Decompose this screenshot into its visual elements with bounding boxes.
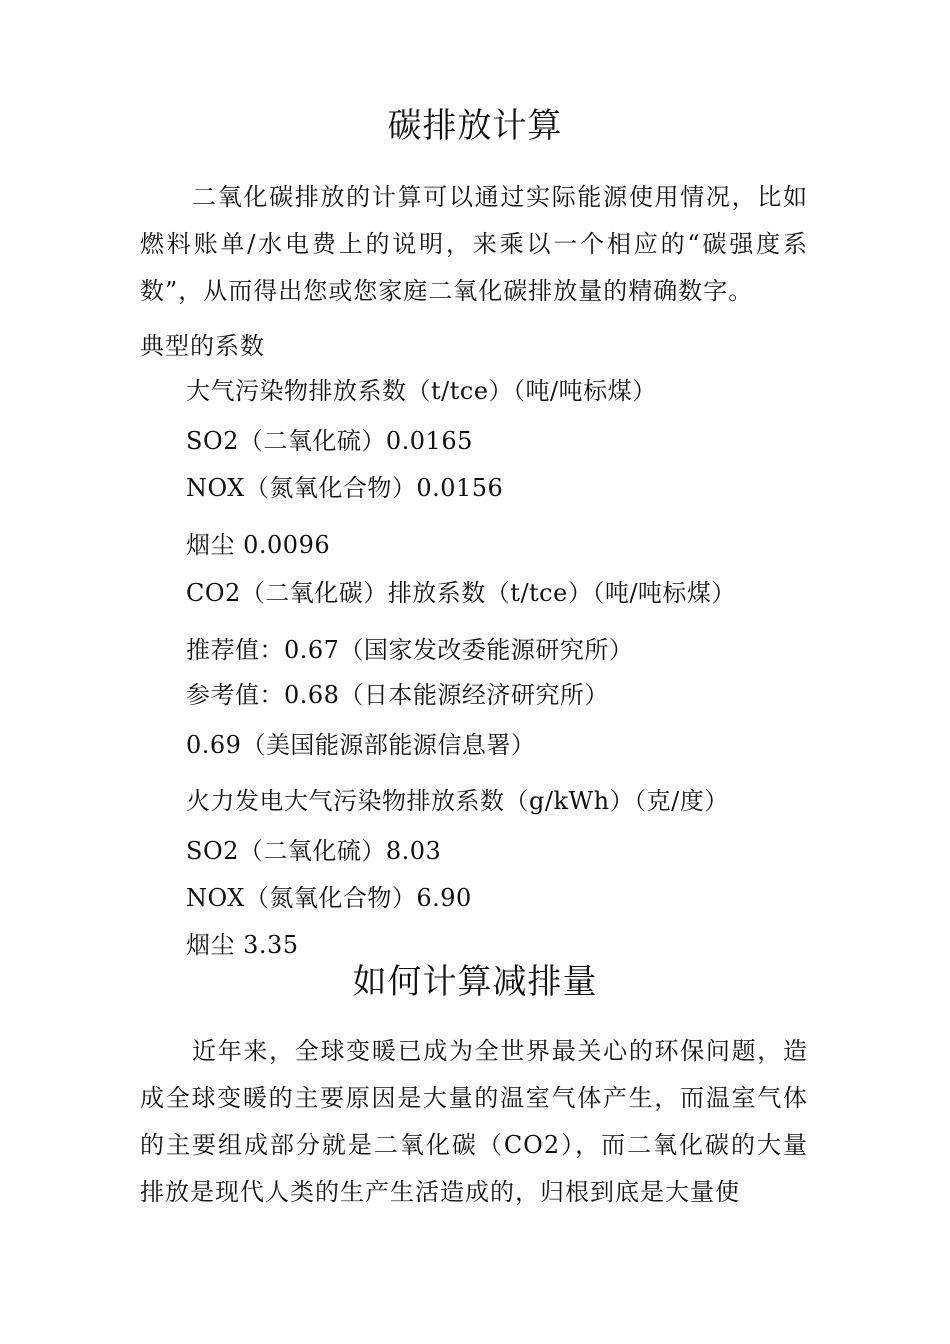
reference-value-line: 参考值：0.68（日本能源经济研究所） <box>186 681 609 709</box>
co2-factor-heading: CO2（二氧化碳）排放系数（t/tce）（吨/吨标煤） <box>186 579 736 607</box>
thermal-dust-line: 烟尘 3.35 <box>186 931 299 959</box>
emission-reduction-paragraph: 近年来，全球变暖已成为全世界最关心的环保问题，造成全球变暖的主要原因是大量的温室气体产生，而温室气体的主要组成部分就是二氧化碳（CO2），而二氧化碳的大量排放是现代人类的生产生活造成的，归根到底是大量使 <box>140 1037 808 1206</box>
recommended-value-line: 推荐值：0.67（国家发改委能源研究所） <box>186 636 634 664</box>
intro-paragraph: 二氧化碳排放的计算可以通过实际能源使用情况，比如燃料账单/水电费上的说明，来乘以一个相应的“碳强度系数”，从而得出您或您家庭二氧化碳排放量的精确数字。 <box>140 183 808 305</box>
typical-coefficients-heading: 典型的系数 <box>140 332 265 360</box>
nox-factor-line: NOX（氮氧化合物）0.0156 <box>186 474 504 502</box>
thermal-so2-line: SO2（二氧化硫）8.03 <box>186 837 442 865</box>
section-title-emission-reduction: 如何计算减排量 <box>352 962 598 1002</box>
so2-factor-line: SO2（二氧化硫）0.0165 <box>186 427 473 455</box>
dust-factor-line: 烟尘 0.0096 <box>186 531 331 559</box>
pollutant-factor-heading: 大气污染物排放系数（t/tce）（吨/吨标煤） <box>186 377 657 405</box>
thermal-power-factor-heading: 火力发电大气污染物排放系数（g/kWh）（克/度） <box>186 787 729 815</box>
us-doe-value-line: 0.69（美国能源部能源信息署） <box>186 731 536 759</box>
document-title: 碳排放计算 <box>387 106 563 146</box>
thermal-nox-line: NOX（氮氧化合物）6.90 <box>186 884 472 912</box>
